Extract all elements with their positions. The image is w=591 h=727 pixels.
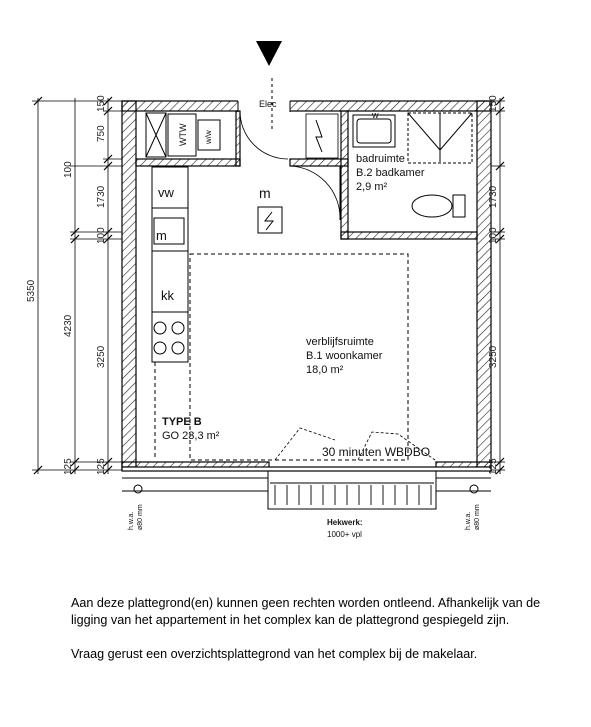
dim-mid-3250: 3250 [96,345,107,368]
dim-right-100: 100 [488,227,499,244]
fire-rating: 30 minuten WBDBO [322,445,431,459]
railing [268,471,436,509]
dim-left-4230: 4230 [63,314,74,337]
dim-right-3250: 3250 [488,345,499,368]
living-code: B.1 woonkamer [306,350,383,362]
hwa-left: h.w.a. [128,511,135,530]
entrance-arrow-icon [256,41,282,66]
bath-area: 2,9 m² [356,181,388,193]
vw-label: vw [158,185,174,200]
dim-mid-125: 125 [96,458,107,475]
electric-symbol-icon [258,207,282,233]
sink-label: w [372,110,379,120]
dim-mid-150: 150 [96,95,107,112]
wtw-label: WTW [178,123,188,146]
living-name: verblijfsruimte [306,336,374,348]
disclaimer [71,595,551,681]
hwa-left-icon [134,485,142,493]
railing-title: Hekwerk: [327,518,363,527]
elec-label: Elec [259,99,277,109]
kk-label: kk [161,288,174,303]
dim-mid-1730: 1730 [96,185,107,208]
m-label: m [156,228,167,243]
disclaimer-paragraph-2: Vraag gerust een overzichtsplattegrond van het complex bij de makelaar. [71,647,478,662]
dim-mid-100: 100 [96,227,107,244]
wm-label: w/w [204,130,213,144]
toilet [453,195,465,217]
type-title: TYPE B [162,416,202,428]
hwa-right-dim: ø80 mm [474,504,481,530]
bath-name: badruimte [356,153,405,165]
railing-height: 1000+ vpl [327,530,362,539]
dim-left-100: 100 [63,161,74,178]
disclaimer-paragraph-1: Aan deze plattegrond(en) kunnen geen rechten worden ontleend. Afhankelijk van de ligging van het appartement in het complex kan de plattegrond gespiegeld zijn. [71,596,541,628]
go-area: GO 23,3 m² [162,430,220,442]
dim-outer-total: 5350 [26,279,37,302]
dim-right-1730: 1730 [488,185,499,208]
dim-mid-750: 750 [96,125,107,142]
bath-code: B.2 badkamer [356,167,425,179]
dim-left-125: 125 [63,458,74,475]
living-area: 18,0 m² [306,364,344,376]
hwa-left-dim: ø80 mm [137,504,144,530]
hob [154,322,184,354]
hwa-right-icon [470,485,478,493]
dimension-ticks [34,97,504,474]
dim-right-150: 150 [488,95,499,112]
mk-label: m [259,185,271,201]
dim-right-125: 125 [488,458,499,475]
hwa-right: h.w.a. [465,511,472,530]
